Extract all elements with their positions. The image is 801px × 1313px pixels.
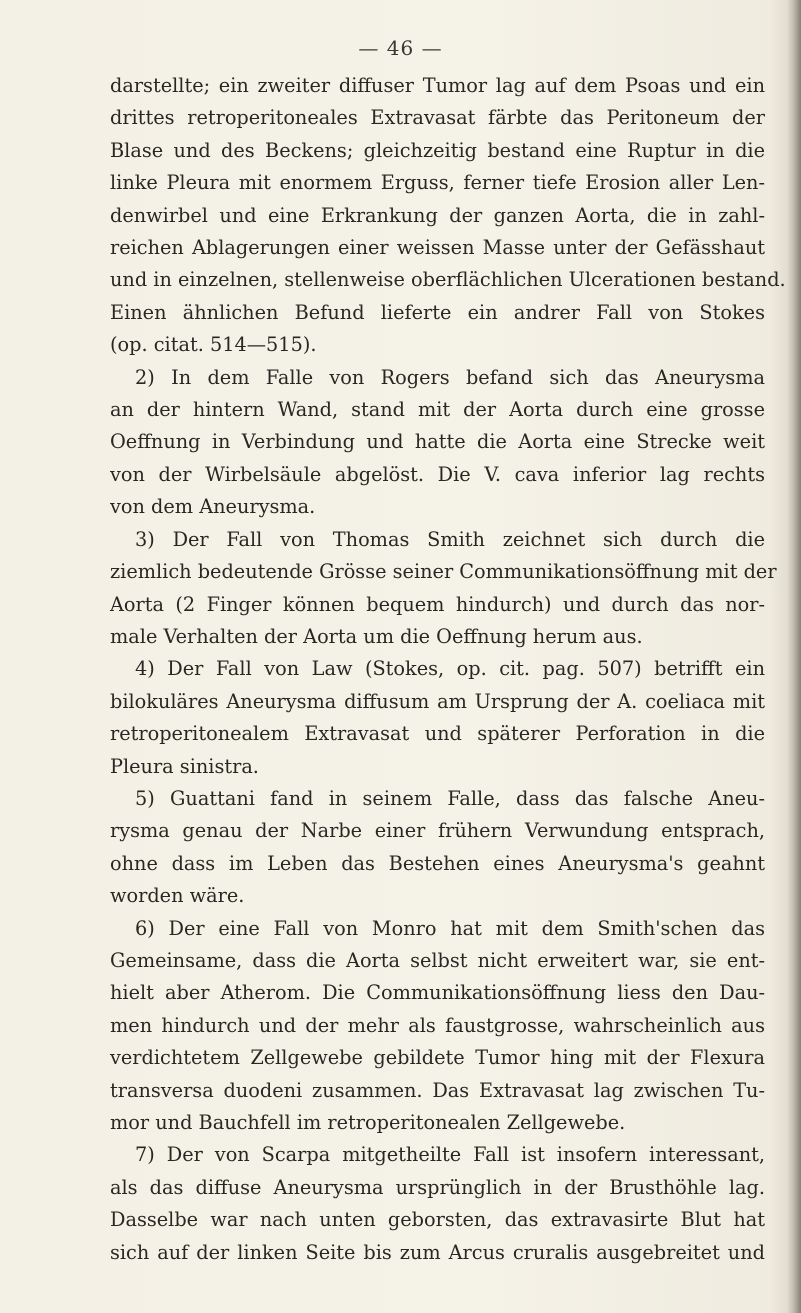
text-line: 4) Der Fall von Law (Stokes, op. cit. pag. 507) betrifft ein (135, 657, 765, 681)
text-line: Gemeinsame, dass die Aorta selbst nicht erweitert war, sie ent- (110, 948, 765, 972)
text-line: transversa duodeni zusammen. Das Extravasat lag zwischen Tu- (110, 1078, 765, 1102)
text-line: 3) Der Fall von Thomas Smith zeichnet sich durch die (135, 527, 765, 551)
text-line: hielt aber Atherom. Die Communikationsöffnung liess den Dau- (110, 981, 765, 1005)
text-line: male Verhalten der Aorta um die Oeffnung herum aus. (110, 624, 643, 648)
text-line: darstellte; ein zweiter diffuser Tumor lag auf dem Psoas und ein (110, 74, 765, 97)
text-line: drittes retroperitoneales Extravasat färbte das Peritoneum der (110, 106, 765, 130)
text-line: Aorta (2 Finger können bequem hindurch) und durch das nor- (110, 592, 765, 616)
text-line: Blase und des Beckens; gleichzeitig bestand eine Ruptur in die (110, 138, 765, 162)
text-line: linke Pleura mit enormem Erguss, ferner tiefe Erosion aller Len- (110, 171, 765, 195)
text-line: mor und Bauchfell im retroperitonealen Zellgewebe. (110, 1111, 626, 1134)
page-edge-shadow (787, 0, 801, 1313)
text-line: reichen Ablagerungen einer weissen Masse unter der Gefässhaut (110, 236, 765, 260)
text-line: ziemlich bedeutende Grösse seiner Communikationsöffnung mit der (110, 560, 777, 584)
text-line: sich auf der linken Seite bis zum Arcus cruralis ausgebreitet und (110, 1240, 765, 1264)
text-line: (op. citat. 514—515). (110, 333, 317, 357)
text-line: 7) Der von Scarpa mitgetheilte Fall ist insofern interessant, (135, 1143, 765, 1167)
text-line: Pleura sinistra. (110, 754, 259, 778)
text-line: retroperitonealem Extravasat und späterer Perforation in die (110, 722, 765, 746)
text-line: bilokuläres Aneurysma diffusum am Ursprung der A. coeliaca mit (110, 689, 765, 713)
text-line: und in einzelnen, stellenweise oberflächlichen Ulcerationen bestand. (110, 268, 786, 292)
text-line: Dasselbe war nach unten geborsten, das extravasirte Blut hat (110, 1208, 765, 1232)
text-line: worden wäre. (110, 884, 245, 908)
text-line: von dem Aneurysma. (110, 495, 316, 519)
text-line: von der Wirbelsäule abgelöst. Die V. cava inferior lag rechts (110, 462, 765, 486)
text-line: Oeffnung in Verbindung und hatte die Aorta eine Strecke weit (110, 430, 765, 454)
text-line: 2) In dem Falle von Rogers befand sich das Aneurysma (135, 365, 765, 389)
text-line: an der hintern Wand, stand mit der Aorta durch eine grosse (110, 398, 765, 422)
text-line: 6) Der eine Fall von Monro hat mit dem Smith'schen das (135, 916, 765, 940)
text-line: als das diffuse Aneurysma ursprünglich in der Brusthöhle lag. (110, 1175, 765, 1199)
text-line: verdichtetem Zellgewebe gebildete Tumor hing mit der Flexura (110, 1046, 765, 1070)
text-line: rysma genau der Narbe einer frühern Verwundung entsprach, (110, 819, 765, 843)
text-line: Einen ähnlichen Befund lieferte ein andrer Fall von Stokes (110, 300, 765, 324)
text-line: men hindurch und der mehr als faustgrosse, wahrscheinlich aus (110, 1013, 765, 1037)
text-line: ohne dass im Leben das Bestehen eines Aneurysma's geahnt (110, 851, 765, 875)
text-line: denwirbel und eine Erkrankung der ganzen Aorta, die in zahl- (110, 203, 765, 227)
page-number: — 46 — (358, 36, 443, 60)
text-line: 5) Guattani fand in seinem Falle, dass das falsche Aneu- (135, 786, 765, 810)
body-text (110, 70, 786, 1269)
